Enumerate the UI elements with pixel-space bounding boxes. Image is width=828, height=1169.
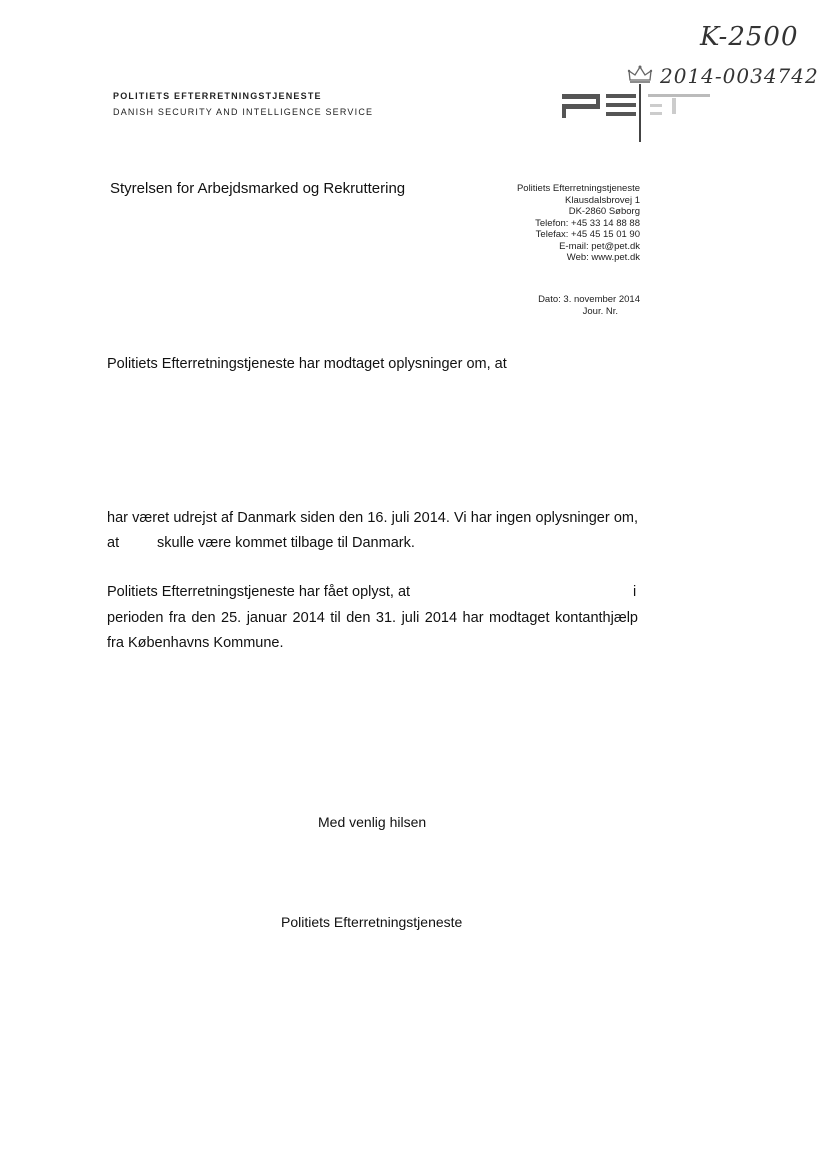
paragraph-benefits-line2: perioden fra den 25. januar 2014 til den 31. juli 2014 har modtaget kontanthjælp bbox=[107, 610, 638, 626]
org-name-english: DANISH SECURITY AND INTELLIGENCE SERVICE bbox=[113, 107, 374, 117]
handwritten-case-mark: K-2500 bbox=[700, 22, 799, 52]
sender-web: Web: www.pet.dk bbox=[566, 252, 640, 263]
paragraph-benefits-line1-end: i bbox=[633, 584, 637, 600]
journal-number: Jour. Nr. bbox=[582, 305, 618, 317]
sender-street: Klausdalsbrovej 1 bbox=[565, 194, 640, 206]
paragraph-departure-line2-start: at bbox=[107, 535, 120, 551]
letter-date: Dato: 3. november 2014 bbox=[538, 294, 640, 305]
sender-city: DK-2860 Søborg bbox=[568, 206, 640, 217]
crown-icon bbox=[627, 64, 653, 84]
paragraph-benefits-line3: fra Københavns Kommune. bbox=[107, 635, 284, 651]
paragraph-benefits-line1: Politiets Efterretningstjeneste har fået oplyst, at bbox=[107, 584, 411, 600]
paragraph-departure-line2-end: skulle være kommet tilbage til Danmark. bbox=[157, 535, 415, 551]
paragraph-departure-line1: har været udrejst af Danmark siden den 16. juli 2014. Vi har ingen oplysninger om, bbox=[107, 510, 638, 526]
sender-email: E-mail: pet@pet.dk bbox=[559, 240, 640, 252]
sender-address bbox=[517, 183, 640, 264]
signature-org: Politiets Efterretningstjeneste bbox=[281, 914, 463, 930]
date-block bbox=[538, 294, 640, 317]
sender-phone: Telefon: +45 33 14 88 88 bbox=[535, 217, 640, 229]
org-name-danish: POLITIETS EFTERRETNINGSTJENESTE bbox=[113, 91, 322, 101]
paragraph-intro: Politiets Efterretningstjeneste har modtaget oplysninger om, at bbox=[107, 356, 507, 372]
closing-greeting: Med venlig hilsen bbox=[318, 814, 427, 830]
handwritten-journal-mark: 2014-0034742 bbox=[660, 64, 819, 88]
recipient-name: Styrelsen for Arbejdsmarked og Rekruttering bbox=[110, 180, 406, 197]
sender-name: Politiets Efterretningstjeneste bbox=[516, 183, 640, 194]
pet-logo bbox=[560, 84, 730, 146]
sender-fax: Telefax: +45 45 15 01 90 bbox=[535, 229, 640, 240]
